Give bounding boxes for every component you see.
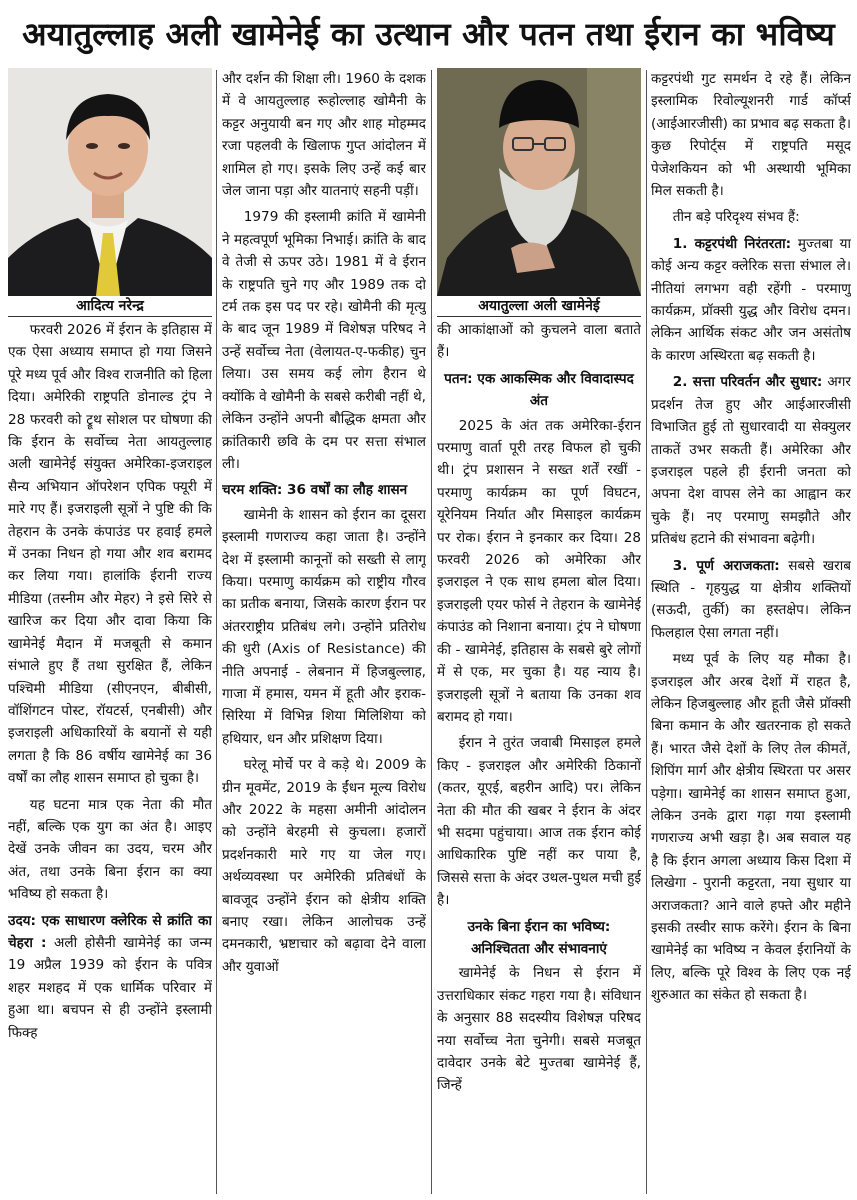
paragraph: कट्टरपंथी गुट समर्थन दे रहे हैं। लेकिन इस्लामिक रिवोल्यूशनरी गार्ड कॉर्प्स (आईआरजीसी) का प्रभाव बढ़ सकता है। कुछ रिपोर्ट्स में राष्ट्रपति मसूद पेजेशकियन को भी अस्थायी भूमिका मिल सकती है। [651,71,851,200]
column-4 [651,68,851,1196]
column-rule [216,70,217,1194]
scenario-item [651,233,851,367]
column-2 [222,68,426,1196]
scenario-item [651,555,851,645]
column-rule [431,70,432,1194]
scenario-title: 2. सत्ता परिवर्तन और सुधार: [672,374,823,391]
subheading: पतन: एक आकस्मिक और विवादास्पद अंत [444,370,634,410]
paragraph: 1979 की इस्लामी क्रांति में खामेनी ने महत्वपूर्ण भूमिका निभाई। क्रांति के बाद वे तेजी से ऊपर उठे। 1981 में वे ईरान के राष्ट्रपति चुने गए और 1989 तक दो टर्म तक इस पद पर रहे। खोमैनी की मृत्यु के बाद जून 1989 में विशेषज्ञ परिषद ने उन्हें सर्वोच्च नेता (वेलायत-ए-फकीह) चुन लिया। उस समय कई लोग हैरान थे क्योंकि वे खोमैनी के सबसे करीबी नहीं थे, लेकिन उन्होंने अपनी बौद्धिक क्षमता और क्रांतिकारी छवि के दम पर सत्ता संभाल ली। [222,209,426,472]
paragraph [8,910,212,1044]
paragraph: खामेनेई के निधन से ईरान में उत्तराधिकार संकट गहरा गया है। संविधान के अनुसार 88 सदस्यीय विशेषज्ञ परिषद नया सर्वोच्च नेता चुनेगी। सबसे मजबूत दावेदार उनके बेटे मुज्तबा खामेनेई हैं, जिन्हें [437,965,641,1094]
subheading: उदय: एक साधारण क्लेरिक से क्रांति का चेहरा : [8,912,212,951]
column-3 [437,68,641,1196]
author-caption: आदित्य नरेन्द्र [8,296,212,317]
column-rule [646,70,647,1194]
subheading: उनके बिना ईरान का भविष्य: अनिश्चितता और संभावनाएं [467,918,611,957]
paragraph: तीन बड़े परिदृश्य संभव हैं: [672,209,800,226]
paragraph: की आकांक्षाओं को कुचलने वाला बताते हैं। [437,322,641,361]
paragraph: 2025 के अंत तक अमेरिका-ईरान परमाणु वार्ता पूरी तरह विफल हो चुकी थी। ट्रंप प्रशासन ने सख्त शर्तें रखीं - परमाणु कार्यक्रम का पूर्ण विघटन, यूरेनियम निर्यात और मिसाइल कार्यक्रम पर रोक। ईरान ने इनकार कर दिया। 28 फरवरी 2026 को अमेरिका और इजराइल ने एक साथ हमला बोल दिया। इजराइली एयर फोर्स ने तेहरान के खामेनेई कंपाउंड को निशाना बनाया। ट्रंप ने घोषणा की - खामेनेई, इतिहास के सबसे बुरे लोगों में से एक, मर चुका है। यह न्याय है। इजराइली सूत्रों ने बताया कि उनका शव बरामद हो गया। [437,417,641,725]
paragraph: मध्य पूर्व के लिए यह मौका है। इजराइल और अरब देशों में राहत है, लेकिन हिजबुल्लाह और हूती जैसे प्रॉक्सी बिना कमान के और खतरनाक हो सकते हैं। भारत जैसे देशों के लिए तेल कीमतें, शिपिंग मार्ग और क्षेत्रीय स्थिरता पर असर पड़ेगा। खामेनेई का शासन समाप्त हुआ, लेकिन उनके द्वारा गढ़ा गया इस्लामी गणराज्य अभी खड़ा है। अब सवाल यह है कि ईरान अगला अध्याय किस दिशा में लिखेगा - पुरानी कट्टरता, नया सुधार या अराजकता? आने वाले हफ्ते और महीने इसकी तस्वीर साफ करेंगे। ईरान के बिना खामेनेई का भविष्य न केवल ईरानियों के लिए, बल्कि पूरे विश्व के लिए एक नई शुरुआत का संकेत हो सकता है। [651,651,851,1004]
paragraph: और दर्शन की शिक्षा ली। 1960 के दशक में वे आयतुल्लाह रूहोल्लाह खोमैनी के कट्टर अनुयायी बन गए और शाह मोहम्मद रजा पहलवी के खिलाफ गुप्त आंदोलन में शामिल हो गए। इसके लिए उन्हें कई बार जेल जाना पड़ा और यातनाएं सहनी पड़ीं। [222,71,426,200]
column-1 [8,68,212,1196]
author-photo [8,68,212,296]
scenario-item [651,371,851,550]
paragraph-text: अली होसैनी खामेनेई का जन्म 19 अप्रैल 1939 को ईरान के पवित्र शहर मशहद में एक धार्मिक परिवार में हुआ था। बचपन से ही उन्होंने इस्लामी फिक्ह [8,934,212,1041]
photo-caption: अयातुल्ला अली खामेनेई [437,296,641,317]
paragraph: घरेलू मोर्चे पर वे कड़े थे। 2009 के ग्रीन मूवमेंट, 2019 के ईंधन मूल्य विरोध और 2022 के महसा अमीनी आंदोलन को उन्होंने बेरहमी से कुचला। हजारों प्रदर्शनकारी मारे गए या जेल गए। अर्थव्यवस्था पर अमेरिकी प्रतिबंधों के बावजूद उन्होंने ईरान को क्षेत्रीय शक्ति बनाए रखा। लेकिन आलोचक उन्हें दमनकारी, भ्रष्टाचार को बढ़ावा देने वाला और युवाओं [222,757,426,975]
khamenei-photo [437,68,641,296]
scenario-title: 1. कट्टरपंथी निरंतरता: [672,235,792,252]
paragraph: फरवरी 2026 में ईरान के इतिहास में एक ऐसा अध्याय समाप्त हो गया जिसने पूरे मध्य पूर्व और विश्व राजनीति को हिला दिया। अमेरिकी राष्ट्रपति डोनाल्ड ट्रंप ने 28 फरवरी को ट्रूथ सोशल पर घोषणा की कि ईरान के सर्वोच्च नेता आयतुल्लाह अली खामेनेई संयुक्त अमेरिका-इजराइल सैन्य अभियान ऑपरेशन एपिक फ्यूरी में मारे गए हैं। इजराइली सूत्रों ने पुष्टि की कि तेहरान के उनके कंपाउंड पर हवाई हमले में उनका निधन हो गया और शव बरामद कर लिया गया। हालांकि ईरानी राज्य मीडिया (तस्नीम और मेहर) ने इसे सिरे से खारिज कर दिया और दावा किया कि खामेनेई मैदान में मजबूती से कमान संभाले हुए हैं तथा सुरक्षित हैं, लेकिन पश्चिमी मीडिया (सीएनएन, बीबीसी, वॉशिंगटन पोस्ट, रॉयटर्स, एनबीसी) और इजराइली अधिकारियों के बयानों से यही लगता है कि 86 वर्षीय खामेनेई का 36 वर्षों का लौह शासन समाप्त हो चुका है। [8,322,212,787]
subheading: चरम शक्ति: 36 वर्षों का लौह शासन [222,482,408,499]
scenario-text: सबसे खराब स्थिति - गृहयुद्ध या क्षेत्रीय शक्तियों (सऊदी, तुर्की) का हस्तक्षेप। लेकिन फिलहाल ऐसा लगता नहीं। [651,557,851,641]
scenario-text: मुज्तबा या कोई अन्य कट्टर क्लेरिक सत्ता संभाल ले। नीतियां लगभग वही रहेंगी - परमाणु कार्यक्रम, प्रॉक्सी युद्ध और विरोध दमन। लेकिन आर्थिक संकट और जन असंतोष के कारण अस्थिरता बढ़ सकती है। [651,235,851,364]
paragraph: खामेनी के शासन को ईरान का दूसरा इस्लामी गणराज्य कहा जाता है। उन्होंने देश में इस्लामी कानूनों को सख्ती से लागू किया। परमाणु कार्यक्रम को राष्ट्रीय गौरव का प्रतीक बनाया, जिसके कारण ईरान पर अंतरराष्ट्रीय प्रतिबंध लगे। उन्होंने प्रतिरोध की धुरी (Axis of Resistance) की नीति अपनाई - लेबनान में हिजबुल्लाह, गाजा में हमास, यमन में हूती और इराक-सिरिया में विभिन्न शिया मिलिशिया को हथियार, धन और प्रशिक्षण दिया। [222,506,426,747]
paragraph: यह घटना मात्र एक नेता की मौत नहीं, बल्कि एक युग का अंत है। आइए देखें उनके जीवन का उदय, चरम और अंत, तथा उनके बिना ईरान का क्या भविष्य हो सकता है। [8,796,212,903]
scenario-title: 3. पूर्ण अराजकता: [672,557,780,574]
headline: अयातुल्लाह अली खामेनेई का उत्थान और पतन तथा ईरान का भविष्य [22,14,835,53]
scenario-text: अगर प्रदर्शन तेज हुए और आईआरजीसी विभाजित हुई तो सुधारवादी या सेक्युलर ताकतें उभर सकती हैं। अमेरिका और इजराइल पहले ही ईरानी जनता को अपना देश वापस लेने का आह्वान कर चुके हैं। नए परमाणु समझौते और प्रतिबंध हटाने की संभावना बढ़ेगी। [651,374,851,548]
paragraph: ईरान ने तुरंत जवाबी मिसाइल हमले किए - इजराइल और अमेरिकी ठिकानों (कतर, यूएई, बहरीन आदि) पर। लेकिन नेता की मौत की खबर ने ईरान के अंदर भी सदमा पहुंचाया। आज तक ईरान कोई आधिकारिक पुष्टि नहीं कर पाया है, जिससे सत्ता के अंदर उथल-पुथल मची हुई है। [437,735,641,909]
